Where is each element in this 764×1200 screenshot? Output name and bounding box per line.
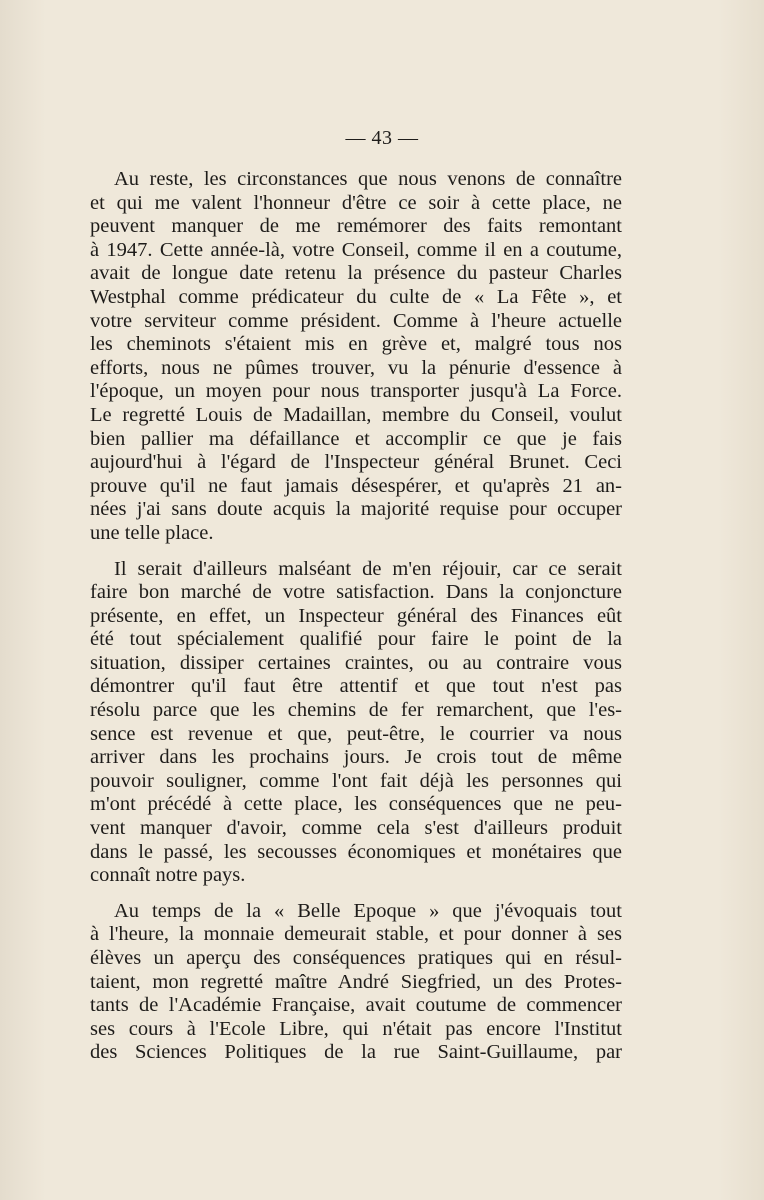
text-line: Le regretté Louis de Madaillan, membre du Conseil, voulut (90, 403, 622, 426)
text-line: l'époque, un moyen pour nous transporter jusqu'à La Force. (90, 380, 622, 403)
text-line: aujourd'hui à l'égard de l'Inspecteur général Brunet. Ceci (90, 451, 622, 474)
text-line: résolu parce que les chemins de fer remarchent, que l'es- (90, 699, 622, 722)
text-line: été tout spécialement qualifié pour faire le point de la (90, 628, 622, 651)
text-line: peuvent manquer de me remémorer des faits remontant (90, 215, 622, 238)
paragraph (90, 900, 622, 1065)
text-line: les cheminots s'étaient mis en grève et, malgré tous nos (90, 333, 622, 356)
text-line: Il serait d'ailleurs malséant de m'en réjouir, car ce serait (114, 557, 622, 580)
text-line: situation, dissiper certaines craintes, ou au contraire vous (90, 651, 622, 674)
text-line: nées j'ai sans doute acquis la majorité requise pour occuper (90, 498, 622, 521)
body-text (90, 168, 622, 1077)
text-line: votre serviteur comme président. Comme à l'heure actuelle (90, 309, 622, 332)
text-line: à l'heure, la monnaie demeurait stable, et pour donner à ses (90, 923, 622, 946)
text-line: arriver dans les prochains jours. Je crois tout de même (90, 746, 622, 769)
text-line: à 1947. Cette année-là, votre Conseil, comme il en a coutume, (90, 238, 622, 261)
text-line: Westphal comme prédicateur du culte de « La Fête », et (90, 285, 622, 308)
text-line: démontrer qu'il faut être attentif et que tout n'est pas (90, 675, 622, 698)
text-line: faire bon marché de votre satisfaction. Dans la conjoncture (90, 581, 622, 604)
text-line: avait de longue date retenu la présence du pasteur Charles (90, 262, 622, 285)
text-line: bien pallier ma défaillance et accomplir ce que je fais (90, 427, 622, 450)
text-line: taient, mon regretté maître André Siegfried, un des Protes- (90, 970, 622, 993)
text-line: dans le passé, les secousses économiques et monétaires que (90, 840, 622, 863)
text-line: une telle place. (90, 521, 214, 544)
text-line: Au temps de la « Belle Epoque » que j'évoquais tout (114, 899, 622, 922)
text-line: et qui me valent l'honneur d'être ce soir à cette place, ne (90, 191, 622, 214)
text-line: m'ont précédé à cette place, les conséquences que ne peu- (90, 793, 622, 816)
text-line: sence est revenue et que, peut-être, le courrier va nous (90, 722, 622, 745)
text-line: pouvoir souligner, comme l'ont fait déjà les personnes qui (90, 769, 622, 792)
paragraph (90, 558, 622, 888)
text-line: Au reste, les circonstances que nous venons de connaître (114, 168, 622, 190)
text-line: prouve qu'il ne faut jamais désespérer, et qu'après 21 an- (90, 474, 622, 497)
text-line: des Sciences Politiques de la rue Saint-Guillaume, par (90, 1041, 622, 1064)
text-line: vent manquer d'avoir, comme cela s'est d'ailleurs produit (90, 817, 622, 840)
text-line: élèves un aperçu des conséquences pratiques qui en résul- (90, 947, 622, 969)
text-line: tants de l'Académie Française, avait coutume de commencer (90, 994, 622, 1017)
text-line: connaît notre pays. (90, 864, 246, 887)
paragraph (90, 168, 622, 546)
text-line: présente, en effet, un Inspecteur général des Finances eût (90, 604, 622, 627)
page-number: — 43 — (345, 127, 419, 149)
text-line: efforts, nous ne pûmes trouver, vu la pénurie d'essence à (90, 356, 622, 379)
text-line: ses cours à l'Ecole Libre, qui n'était pas encore l'Institut (90, 1017, 622, 1040)
